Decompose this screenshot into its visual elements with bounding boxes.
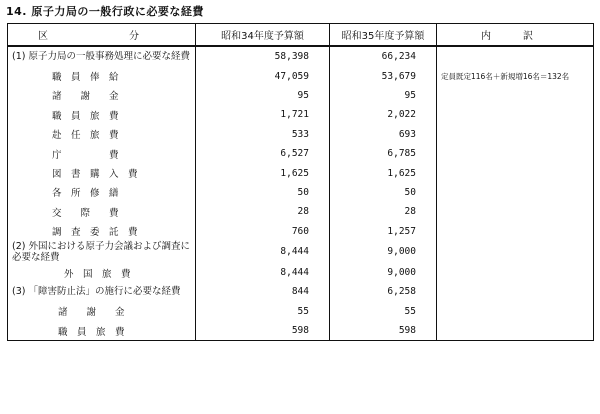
row-note [437,125,594,144]
row-value-fy35: 1,257 [330,222,437,241]
row-value-fy34: 28 [196,202,330,221]
row-note [437,86,594,105]
row-value-fy35: 693 [330,125,437,144]
header-row [8,24,594,47]
header-budget-fy35: 昭和35年度予算額 [330,24,437,47]
row-note [437,105,594,124]
row-value-fy34: 1,625 [196,163,330,182]
header-kubun [8,24,196,47]
row-value-fy35: 95 [330,86,437,105]
row-value-fy34: 6,527 [196,144,330,163]
row-value-fy35: 55 [330,302,437,321]
row-value-fy34: 598 [196,321,330,341]
row-value-fy34: 8,444 [196,241,330,263]
row-value-fy35: 598 [330,321,437,341]
row-value-fy34: 8,444 [196,263,330,282]
row-note: 定員既定116名＋新規増16名＝132名 [437,66,594,85]
table-row [8,282,594,301]
table-row [8,163,594,182]
row-label: 各 所 修 繕 [8,183,196,202]
header-budget-fy34: 昭和34年度予算額 [196,24,330,47]
row-value-fy35: 6,258 [330,282,437,301]
table-row [8,46,594,66]
table-row [8,321,594,341]
row-value-fy34: 50 [196,183,330,202]
row-note [437,163,594,182]
table-row [8,105,594,124]
header-uchiwake-left: 内 [481,31,491,42]
row-value-fy35: 66,234 [330,46,437,66]
row-label: 外 国 旅 費 [8,263,196,282]
document-title: 14. 原子力局の一般行政に必要な経費 [6,5,204,18]
table-row [8,144,594,163]
row-label: 職 員 旅 費 [8,105,196,124]
row-value-fy35: 9,000 [330,241,437,263]
row-note [437,222,594,241]
header-uchiwake [437,24,594,47]
row-value-fy34: 533 [196,125,330,144]
row-label: (2) 外国における原子力会議および調査に必要な経費 [8,241,196,263]
header-kubun-right: 分 [129,31,139,42]
row-note [437,302,594,321]
row-note [437,282,594,301]
header-kubun-left: 区 [38,31,48,42]
row-note [437,263,594,282]
row-value-fy34: 95 [196,86,330,105]
row-label: 交 際 費 [8,202,196,221]
row-value-fy35: 1,625 [330,163,437,182]
row-note [437,321,594,341]
table-row [8,302,594,321]
row-value-fy34: 55 [196,302,330,321]
row-value-fy35: 50 [330,183,437,202]
row-value-fy34: 844 [196,282,330,301]
row-label: (1) 原子力局の一般事務処理に必要な経費 [8,46,196,66]
row-note [437,241,594,263]
row-value-fy34: 47,059 [196,66,330,85]
row-label: 図 書 購 入 費 [8,163,196,182]
row-label: 調 査 委 託 費 [8,222,196,241]
table-row [8,183,594,202]
header-uchiwake-right: 訳 [523,31,533,42]
row-label: 諸 謝 金 [8,86,196,105]
table-row [8,263,594,282]
row-value-fy34: 1,721 [196,105,330,124]
table-row [8,241,594,263]
row-value-fy35: 53,679 [330,66,437,85]
table-row [8,125,594,144]
row-note [437,144,594,163]
budget-table [7,23,594,341]
table-row [8,202,594,221]
row-value-fy35: 9,000 [330,263,437,282]
row-value-fy35: 2,022 [330,105,437,124]
table-row [8,222,594,241]
row-label: 庁 費 [8,144,196,163]
row-label: 諸 謝 金 [8,302,196,321]
row-value-fy35: 28 [330,202,437,221]
row-label: (3) 「障害防止法」の施行に必要な経費 [8,282,196,301]
row-label: 赴 任 旅 費 [8,125,196,144]
table-row [8,86,594,105]
row-note [437,46,594,66]
row-value-fy34: 58,398 [196,46,330,66]
row-note [437,202,594,221]
row-value-fy34: 760 [196,222,330,241]
row-label: 職 員 俸 給 [8,66,196,85]
row-value-fy35: 6,785 [330,144,437,163]
row-label: 職 員 旅 費 [8,321,196,341]
row-note [437,183,594,202]
table-row [8,66,594,85]
